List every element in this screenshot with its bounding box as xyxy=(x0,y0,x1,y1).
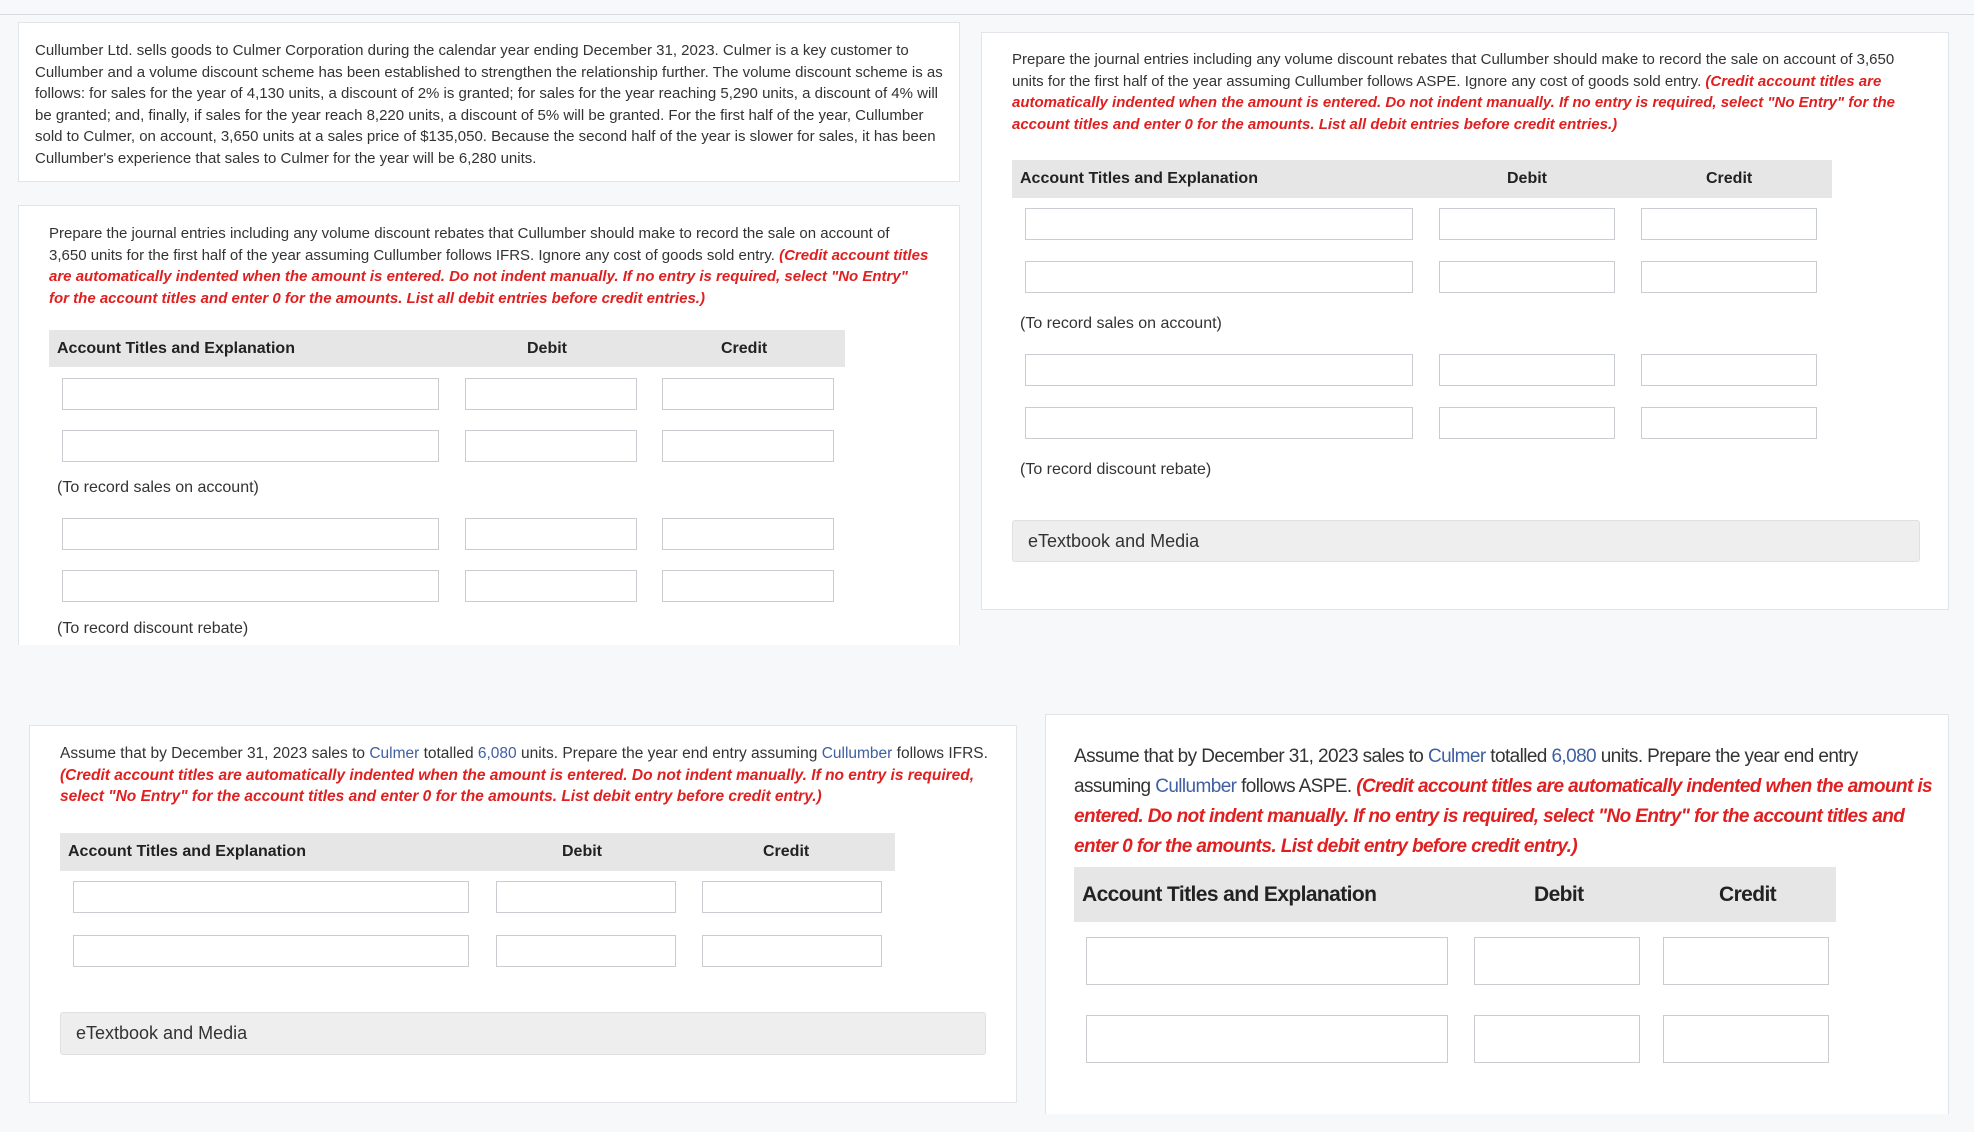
debit-input[interactable] xyxy=(465,570,637,602)
account-input[interactable] xyxy=(1086,937,1448,985)
question-part: follows ASPE. xyxy=(1241,776,1352,797)
debit-input[interactable] xyxy=(496,935,676,967)
question-part: units. Prepare the year end entry assuming xyxy=(520,745,818,762)
intro-panel xyxy=(18,22,960,182)
credit-header: Credit xyxy=(721,339,768,357)
credit-header: Credit xyxy=(1719,882,1777,906)
etextbook-media-button[interactable]: eTextbook and Media xyxy=(60,1012,986,1055)
question-text xyxy=(60,743,1000,808)
credit-input[interactable] xyxy=(1663,1015,1829,1063)
debit-input[interactable] xyxy=(465,430,637,462)
intro-text: Cullumber Ltd. sells goods to Culmer Corporation during the calendar year ending December 31, 2023. Culmer is a key customer to Cullumber and a volume discount scheme has been established to strengthen the relationship further. The volume discount scheme is as follows: for sales for the year of 4,130 units, a discount of 2% is granted; for sales for the year reaching 5,290 units, a discount of 4% will be granted; and, finally, if sales for the year reach 8,220 units, a discount of 5% will be granted. For the first half of the year, Cullumber sold to Culmer, on account, 3,650 units at a sales price of $135,050. Because the second half of the year is slower for sales, it has been Cullumber's experience that sales to Culmer for the year will be 6,280 units. xyxy=(35,42,943,167)
units-value: 6,080 xyxy=(477,745,517,762)
credit-input[interactable] xyxy=(662,518,834,550)
account-header: Account Titles and Explanation xyxy=(57,339,295,357)
journal-header xyxy=(49,330,845,367)
account-input[interactable] xyxy=(1086,1015,1448,1063)
debit-input[interactable] xyxy=(465,378,637,410)
aspe-year-end-panel xyxy=(1045,714,1949,1114)
debit-header: Debit xyxy=(562,843,602,860)
question-text xyxy=(1074,742,1936,862)
aspe-first-half-panel xyxy=(981,32,1949,610)
ifrs-first-half-panel xyxy=(18,205,960,645)
question-part: Assume that by December 31, 2023 sales to xyxy=(60,745,365,762)
company-name: Cullumber xyxy=(1155,776,1237,797)
journal-header xyxy=(1074,867,1836,922)
question-part: Assume that by December 31, 2023 sales to xyxy=(1074,746,1424,767)
account-input[interactable] xyxy=(1025,208,1413,240)
customer-name: Culmer xyxy=(369,745,420,762)
question-text xyxy=(1012,49,1930,135)
journal-header xyxy=(60,833,895,871)
sales-caption: (To record sales on account) xyxy=(1020,315,1222,332)
instruction-note: (Credit account titles are automatically indented when the amount is entered. Do not indent manually. If no entry is required, select "No Entry" for the account titles and enter 0 for the amounts. List debit entry before credit entry.) xyxy=(1074,776,1933,857)
ifrs-year-end-panel xyxy=(29,725,1017,1103)
credit-input[interactable] xyxy=(702,881,882,913)
account-header: Account Titles and Explanation xyxy=(1082,882,1377,906)
credit-input[interactable] xyxy=(662,378,834,410)
etextbook-media-button[interactable]: eTextbook and Media xyxy=(1012,520,1920,562)
debit-header: Debit xyxy=(527,339,567,357)
question-part: totalled xyxy=(423,745,474,762)
account-input[interactable] xyxy=(1025,261,1413,293)
account-input[interactable] xyxy=(62,570,439,602)
credit-input[interactable] xyxy=(1641,407,1817,439)
account-input[interactable] xyxy=(62,430,439,462)
debit-input[interactable] xyxy=(1439,354,1615,386)
credit-input[interactable] xyxy=(702,935,882,967)
credit-input[interactable] xyxy=(662,430,834,462)
account-input[interactable] xyxy=(73,881,469,913)
account-input[interactable] xyxy=(1025,354,1413,386)
credit-input[interactable] xyxy=(1641,208,1817,240)
sales-caption: (To record sales on account) xyxy=(57,479,259,496)
company-name: Cullumber xyxy=(821,745,893,762)
question-part: totalled xyxy=(1490,746,1547,767)
rebate-caption: (To record discount rebate) xyxy=(57,620,249,637)
debit-input[interactable] xyxy=(1439,261,1615,293)
account-input[interactable] xyxy=(73,935,469,967)
journal-header xyxy=(1012,160,1832,198)
question-main: Prepare the journal entries including any volume discount rebates that Cullumber should make to record the sale on account of 3,650 units for the first half of the year assuming Cullumber follows IFRS. Ignore any cost of goods sold entry. xyxy=(49,225,890,264)
question-main: Prepare the journal entries including any volume discount rebates that Cullumber should make to record the sale on account of 3,650 units for the first half of the year assuming Cullumber follows ASPE. Ignore any cost of goods sold entry. xyxy=(1012,51,1895,90)
credit-input[interactable] xyxy=(1641,261,1817,293)
account-header: Account Titles and Explanation xyxy=(68,843,306,860)
account-input[interactable] xyxy=(62,518,439,550)
account-input[interactable] xyxy=(62,378,439,410)
rebate-caption: (To record discount rebate) xyxy=(1020,461,1212,478)
credit-input[interactable] xyxy=(662,570,834,602)
debit-input[interactable] xyxy=(496,881,676,913)
question-text xyxy=(49,223,929,309)
question-part: follows IFRS. xyxy=(896,745,988,762)
customer-name: Culmer xyxy=(1427,746,1486,767)
debit-header: Debit xyxy=(1534,882,1584,906)
credit-header: Credit xyxy=(763,843,810,860)
instruction-note: (Credit account titles are automatically indented when the amount is entered. Do not indent manually. If no entry is required, select "No Entry" for the account titles and enter 0 for the amounts. List debit entry before credit entry.) xyxy=(60,766,975,805)
debit-header: Debit xyxy=(1507,170,1547,187)
instruction-note: (Credit account titles are automatically indented when the amount is entered. Do not indent manually. If no entry is required, select "No Entry" for the account titles and enter 0 for the amounts. List all debit entries before credit entries.) xyxy=(1012,72,1895,133)
credit-input[interactable] xyxy=(1663,937,1829,985)
debit-input[interactable] xyxy=(1439,208,1615,240)
debit-input[interactable] xyxy=(1474,1015,1640,1063)
debit-input[interactable] xyxy=(465,518,637,550)
question-part: units. Prepare the year end entry assuming xyxy=(1074,746,1858,797)
credit-input[interactable] xyxy=(1641,354,1817,386)
debit-input[interactable] xyxy=(1474,937,1640,985)
account-header: Account Titles and Explanation xyxy=(1020,170,1258,187)
account-input[interactable] xyxy=(1025,407,1413,439)
units-value: 6,080 xyxy=(1551,746,1596,767)
debit-input[interactable] xyxy=(1439,407,1615,439)
credit-header: Credit xyxy=(1706,170,1753,187)
instruction-note: (Credit account titles are automatically indented when the amount is entered. Do not indent manually. If no entry is required, select "No Entry" for the account titles and enter 0 for the amounts. List all debit entries before credit entries.) xyxy=(49,246,929,307)
